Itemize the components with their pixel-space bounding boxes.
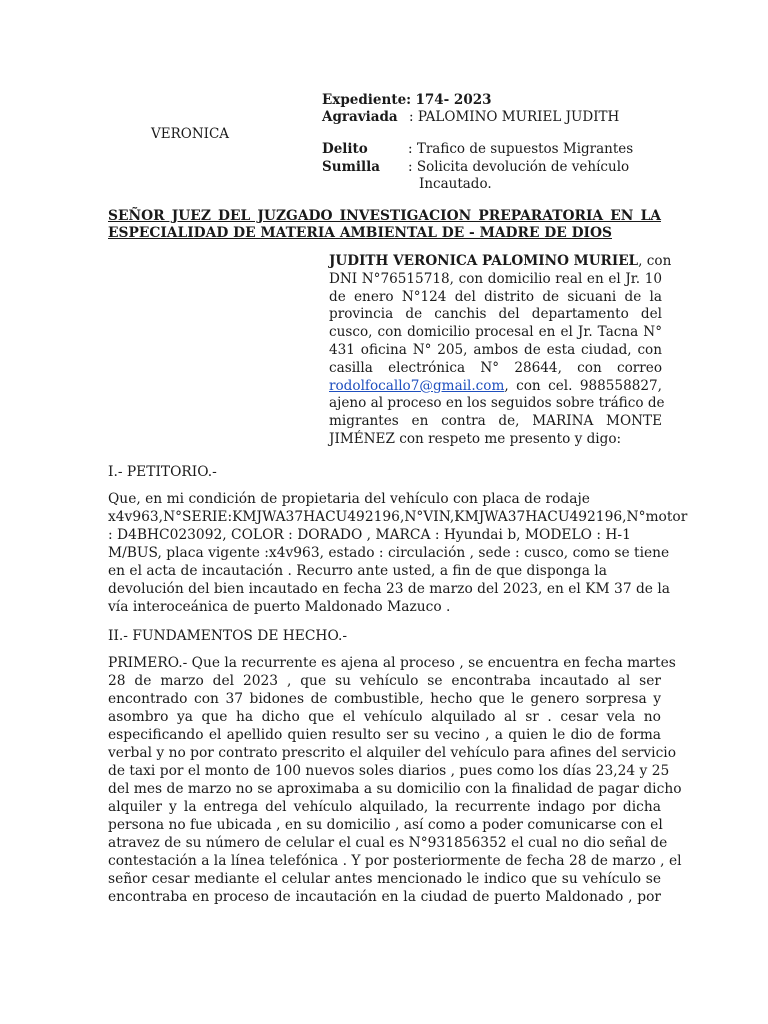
fundamentos-line: del mes de marzo no se aproximaba a su domicilio con la finalidad de pagar dicho (108, 781, 682, 797)
petitorio-body (108, 490, 688, 616)
intro-line: casilla electrónica N° 28644, con correo (329, 359, 662, 376)
sumilla-value: : Solicita devolución de vehículo (408, 159, 630, 175)
fundamentos-line: alquiler y la entrega del vehículo alquilado, la recurrente indago por dicha (108, 799, 661, 815)
intro-paragraph (329, 253, 672, 449)
intro-text: , con cel. 988558827, (504, 377, 662, 394)
fundamentos-line: 28 de marzo del 2023 , que su vehículo se encontraba incautado al ser (108, 673, 661, 689)
intro-line: JIMÉNEZ con respeto me presento y digo: (329, 430, 622, 447)
petitorio-line: M/BUS, placa vigente :x4v963, estado : circulación , sede : cusco, como se tiene (108, 545, 670, 561)
fundamentos-heading: II.- FUNDAMENTOS DE HECHO.- (108, 628, 348, 644)
expediente-label: Expediente: (322, 92, 412, 108)
agraviada-line (322, 109, 619, 126)
intro-text: , con (638, 253, 672, 269)
court-address-line-1: SEÑOR JUEZ DEL JUZGADO INVESTIGACION PREPARATORIA EN LA (108, 208, 661, 224)
fundamentos-line: PRIMERO.- Que la recurrente es ajena al proceso , se encuentra en fecha martes (108, 655, 676, 671)
petitorio-heading: I.- PETITORIO.- (108, 464, 217, 480)
petitorio-line: Que, en mi condición de propietaria del vehículo con placa de rodaje (108, 491, 590, 507)
intro-line: provincia de canchis del departamento del (329, 306, 662, 323)
delito-label: Delito (322, 141, 368, 157)
fundamentos-line: encontraba en proceso de incautación en la ciudad de puerto Maldonado , por (108, 889, 661, 905)
delito-line (322, 141, 633, 158)
expediente-value: 174- 2023 (415, 92, 492, 108)
fundamentos-line: contestación a la línea telefónica . Y por posteriormente de fecha 28 de marzo , el (108, 853, 682, 869)
intro-line: cusco, con domicilio procesal en el Jr. Tacna N° (329, 324, 662, 341)
expediente-line (322, 92, 492, 109)
petitorio-line: vía interoceánica de puerto Maldonado Mazuco . (108, 599, 451, 615)
email-link[interactable]: rodolfocallo7@gmail.com (329, 377, 505, 394)
petitioner-name: JUDITH VERONICA PALOMINO MURIEL (329, 253, 639, 269)
intro-line: migrantes en contra de, MARINA MONTE (329, 413, 662, 430)
court-address (108, 208, 661, 242)
agraviada-value: : PALOMINO MURIEL JUDITH (409, 109, 620, 125)
sumilla-line (322, 159, 629, 176)
court-address-line-2: ESPECIALIDAD DE MATERIA AMBIENTAL DE - MADRE DE DIOS (108, 225, 612, 241)
petitorio-line: en el acta de incautación . Recurro ante usted, a fin de que disponga la (108, 563, 607, 579)
fundamentos-line: asombro ya que ha dicho que el vehículo alquilado al sr . cesar vela no (108, 709, 661, 725)
fundamentos-line: atravez de su número de celular el cual es N°931856352 el cual no dio señal de (108, 835, 668, 851)
fundamentos-line: verbal y no por contrato prescrito el alquiler del vehículo para afines del servicio (108, 745, 677, 761)
fundamentos-line: señor cesar mediante el celular antes mencionado le indico que su vehículo se (108, 871, 661, 887)
fundamentos-line: especificando el apellido quien resulto ser su vecino , a quien le dio de forma (108, 727, 661, 743)
fundamentos-line: encontrado con 37 bidones de combustible, hecho que le genero sorpresa y (108, 691, 661, 707)
fundamentos-line: persona no fue ubicada , en su domicilio , así como a poder comunicarse con el (108, 817, 663, 833)
fundamentos-body (108, 654, 682, 906)
intro-line: DNI N°76515718, con domicilio real en el Jr. 10 (329, 270, 662, 287)
petitorio-line: : D4BHC023092, COLOR : DORADO , MARCA : Hyundai b, MODELO : H-1 (108, 527, 631, 543)
intro-line: ajeno al proceso en los seguidos sobre tráfico de (329, 395, 665, 412)
fundamentos-line: de taxi por el monto de 100 nuevos soles diarios , pues como los días 23,24 y 25 (108, 763, 670, 779)
delito-value: : Trafico de supuestos Migrantes (408, 141, 634, 157)
petitorio-line: x4v963,N°SERIE:KMJWA37HACU492196,N°VIN,KMJWA37HACU492196,N°motor (108, 509, 688, 525)
intro-line (329, 378, 662, 396)
intro-line (329, 253, 672, 271)
sumilla-label: Sumilla (322, 159, 380, 175)
agraviada-label: Agraviada (322, 109, 398, 125)
sumilla-continuation: Incautado. (419, 176, 492, 192)
intro-line: de enero N°124 del distrito de sicuani de la (329, 288, 662, 305)
agraviada-continuation: VERONICA (151, 126, 230, 142)
intro-line: 431 oficina N° 205, ambos de esta ciudad, con (329, 341, 662, 358)
petitorio-line: devolución del bien incautado en fecha 23 de marzo del 2023, en el KM 37 de la (108, 581, 671, 597)
